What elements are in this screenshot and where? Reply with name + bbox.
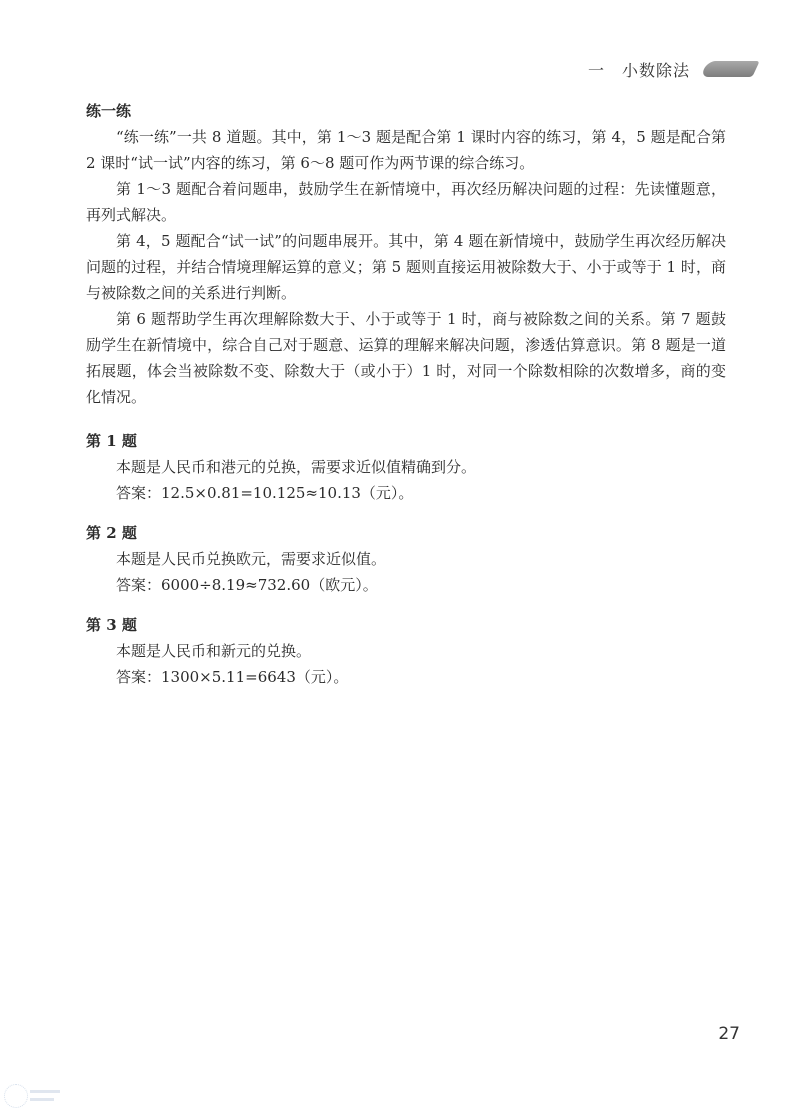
problem-heading: 第 1 题	[86, 432, 137, 450]
page-content	[86, 98, 726, 690]
page-header	[588, 58, 756, 80]
watermark-logo	[4, 1082, 64, 1110]
problem-section	[86, 428, 726, 506]
problem-answer: 答案：1300×5.11=6643（元）。	[116, 668, 349, 686]
problem-answer: 答案：12.5×0.81=10.125≈10.13（元）。	[116, 484, 414, 502]
header-tab-decoration	[700, 61, 759, 77]
page-number: 27	[718, 1024, 740, 1044]
practice-paragraph: 第 1～3 题配合着问题串，鼓励学生在新情境中，再次经历解决问题的过程：先读懂题意，再列式解决。	[86, 180, 726, 224]
practice-paragraph: 第 4，5 题配合“试一试”的问题串展开。其中，第 4 题在新情境中，鼓励学生再次经历解决问题的过程，并结合情境理解运算的意义；第 5 题则直接运用被除数大于、小于或等于 1 时，商与被除数之间的关系进行判断。	[86, 232, 726, 302]
problem-description: 本题是人民币和港元的兑换，需要求近似值精确到分。	[116, 458, 477, 476]
problem-section	[86, 612, 726, 690]
problem-description: 本题是人民币兑换欧元，需要求近似值。	[116, 550, 387, 568]
problem-description: 本题是人民币和新元的兑换。	[116, 642, 312, 660]
watermark-circle-icon	[4, 1084, 28, 1108]
watermark-line	[30, 1098, 54, 1101]
problem-section	[86, 520, 726, 598]
practice-heading: 练一练	[86, 102, 132, 120]
problem-answer: 答案：6000÷8.19≈732.60（欧元）。	[116, 576, 378, 594]
problem-heading: 第 2 题	[86, 524, 137, 542]
practice-paragraph: 第 6 题帮助学生再次理解除数大于、小于或等于 1 时，商与被除数之间的关系。第 7 题鼓励学生在新情境中，综合自己对于题意、运算的理解来解决问题，渗透估算意识。第 8 题是一道拓展题，体会当被除数不变、除数大于（或小于）1 时，对同一个除数相除的次数增多，商的变化情况。	[86, 310, 726, 406]
chapter-title: 一 小数除法	[587, 60, 690, 80]
practice-section	[86, 98, 726, 410]
practice-paragraph: “练一练”一共 8 道题。其中，第 1～3 题是配合第 1 课时内容的练习，第 4，5 题是配合第 2 课时“试一试”内容的练习，第 6～8 题可作为两节课的综合练习。	[86, 128, 726, 172]
watermark-line	[30, 1090, 60, 1093]
problem-heading: 第 3 题	[86, 616, 137, 634]
